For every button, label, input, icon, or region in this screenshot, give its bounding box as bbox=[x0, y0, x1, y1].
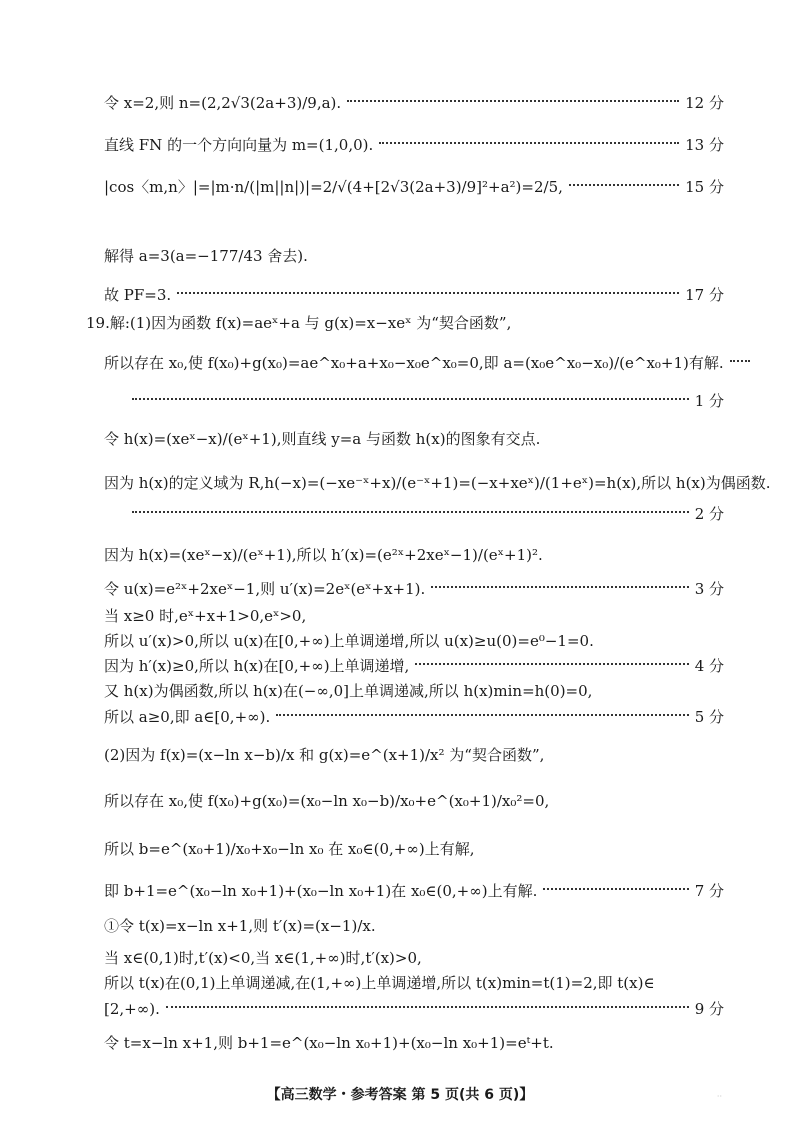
line-3-text: 解得 a=3(a=−177/43 舍去). bbox=[104, 247, 308, 265]
line-5 bbox=[86, 312, 724, 333]
line-2 bbox=[104, 176, 724, 197]
line-8 bbox=[104, 428, 724, 449]
line-14-text: 所以 u′(x)>0,所以 u(x)在[0,+∞)上单调递增,所以 u(x)≥u(0)=e⁰−1=0. bbox=[104, 632, 594, 650]
line-13 bbox=[104, 605, 724, 626]
line-0-score: 12 分 bbox=[685, 94, 724, 112]
line-7 bbox=[104, 390, 724, 411]
line-2-score: 15 分 bbox=[685, 178, 724, 196]
line-4-score: 17 分 bbox=[685, 286, 724, 304]
line-17-text: 所以 a≥0,即 a∈[0,+∞). bbox=[104, 708, 271, 726]
dot-leader bbox=[415, 663, 688, 665]
dot-leader bbox=[379, 142, 679, 144]
line-12-text: 令 u(x)=e²ˣ+2xeˣ−1,则 u′(x)=2eˣ(eˣ+x+1). bbox=[104, 580, 426, 598]
line-17 bbox=[104, 706, 724, 727]
line-20 bbox=[104, 838, 724, 859]
line-8-text: 令 h(x)=(xeˣ−x)/(eˣ+1),则直线 y=a 与函数 h(x)的图象有交点. bbox=[104, 430, 541, 448]
line-5-text: 19.解:(1)因为函数 f(x)=aeˣ+a 与 g(x)=x−xeˣ 为“契合函数”, bbox=[86, 314, 512, 332]
line-23-text: 当 x∈(0,1)时,t′(x)<0,当 x∈(1,+∞)时,t′(x)>0, bbox=[104, 949, 422, 967]
line-17-score: 5 分 bbox=[694, 708, 724, 726]
line-25 bbox=[104, 998, 724, 1019]
dot-leader bbox=[166, 1006, 689, 1008]
dot-leader bbox=[276, 714, 688, 716]
corner-mark: ·· bbox=[716, 1092, 722, 1101]
dot-leader bbox=[132, 398, 689, 400]
dot-leader bbox=[431, 586, 688, 588]
dot-leader bbox=[177, 292, 679, 294]
line-6-text: 所以存在 x₀,使 f(x₀)+g(x₀)=ae^x₀+a+x₀−x₀e^x₀=0,即 a=(x₀e^x₀−x₀)/(e^x₀+1)有解. bbox=[104, 354, 724, 372]
line-6 bbox=[104, 352, 724, 373]
line-4 bbox=[104, 284, 724, 305]
line-25-text: [2,+∞). bbox=[104, 999, 160, 1018]
line-10-score: 2 分 bbox=[694, 505, 724, 523]
line-19-text: 所以存在 x₀,使 f(x₀)+g(x₀)=(x₀−ln x₀−b)/x₀+e^(x₀+1)/x₀²=0, bbox=[104, 792, 550, 810]
line-0-text: 令 x=2,则 n=(2,2√3(2a+3)/9,a). bbox=[104, 94, 342, 112]
dot-leader bbox=[730, 360, 750, 362]
line-10 bbox=[104, 503, 724, 524]
line-15-text: 因为 h′(x)≥0,所以 h(x)在[0,+∞)上单调递增, bbox=[104, 657, 410, 675]
line-22-text: ①令 t(x)=x−ln x+1,则 t′(x)=(x−1)/x. bbox=[104, 917, 376, 935]
line-1 bbox=[104, 134, 724, 155]
dot-leader bbox=[543, 888, 688, 890]
line-21 bbox=[104, 880, 724, 901]
line-12-score: 3 分 bbox=[694, 580, 724, 598]
line-4-text: 故 PF=3. bbox=[104, 286, 172, 304]
line-21-text: 即 b+1=e^(x₀−ln x₀+1)+(x₀−ln x₀+1)在 x₀∈(0,+∞)上有解. bbox=[104, 882, 538, 900]
line-18-text: (2)因为 f(x)=(x−ln x−b)/x 和 g(x)=e^(x+1)/x² 为“契合函数”, bbox=[104, 746, 545, 764]
line-21-score: 7 分 bbox=[694, 882, 724, 900]
line-7-score: 1 分 bbox=[694, 392, 724, 410]
line-0 bbox=[104, 92, 724, 113]
line-2-text: |cos〈m,n〉|=|m·n/(|m||n|)|=2/√(4+[2√3(2a+3)/9]²+a²)=2/5, bbox=[104, 178, 563, 196]
dot-leader bbox=[132, 511, 689, 513]
line-18 bbox=[104, 744, 724, 765]
line-16 bbox=[104, 680, 724, 701]
line-14 bbox=[104, 630, 724, 651]
line-23 bbox=[104, 947, 724, 968]
page-footer: 【高三数学・参考答案 第 5 页(共 6 页)】 bbox=[266, 1087, 534, 1103]
line-1-text: 直线 FN 的一个方向向量为 m=(1,0,0). bbox=[104, 136, 374, 154]
line-20-text: 所以 b=e^(x₀+1)/x₀+x₀−ln x₀ 在 x₀∈(0,+∞)上有解, bbox=[104, 840, 475, 858]
line-26 bbox=[104, 1032, 724, 1053]
line-19 bbox=[104, 790, 724, 811]
line-13-text: 当 x≥0 时,eˣ+x+1>0,eˣ>0, bbox=[104, 607, 307, 625]
line-24-text: 所以 t(x)在(0,1)上单调递减,在(1,+∞)上单调递增,所以 t(x)min=t(1)=2,即 t(x)∈ bbox=[104, 974, 655, 992]
line-26-text: 令 t=x−ln x+1,则 b+1=e^(x₀−ln x₀+1)+(x₀−ln x₀+1)=eᵗ+t. bbox=[104, 1034, 554, 1052]
line-24 bbox=[104, 972, 724, 993]
line-9 bbox=[104, 472, 771, 493]
line-3 bbox=[104, 245, 724, 266]
line-22 bbox=[104, 915, 724, 936]
line-15-score: 4 分 bbox=[694, 657, 724, 675]
line-25-score: 9 分 bbox=[694, 1000, 724, 1018]
line-11 bbox=[104, 544, 724, 565]
dot-leader bbox=[569, 184, 679, 186]
line-15 bbox=[104, 655, 724, 676]
line-16-text: 又 h(x)为偶函数,所以 h(x)在(−∞,0]上单调递减,所以 h(x)min=h(0)=0, bbox=[104, 682, 593, 700]
line-12 bbox=[104, 578, 724, 599]
dot-leader bbox=[347, 100, 679, 102]
line-1-score: 13 分 bbox=[685, 136, 724, 154]
line-11-text: 因为 h(x)=(xeˣ−x)/(eˣ+1),所以 h′(x)=(e²ˣ+2xeˣ−1)/(eˣ+1)². bbox=[104, 546, 543, 564]
line-9-text: 因为 h(x)的定义域为 R,h(−x)=(−xe⁻ˣ+x)/(e⁻ˣ+1)=(−x+xeˣ)/(1+eˣ)=h(x),所以 h(x)为偶函数. bbox=[104, 474, 771, 492]
